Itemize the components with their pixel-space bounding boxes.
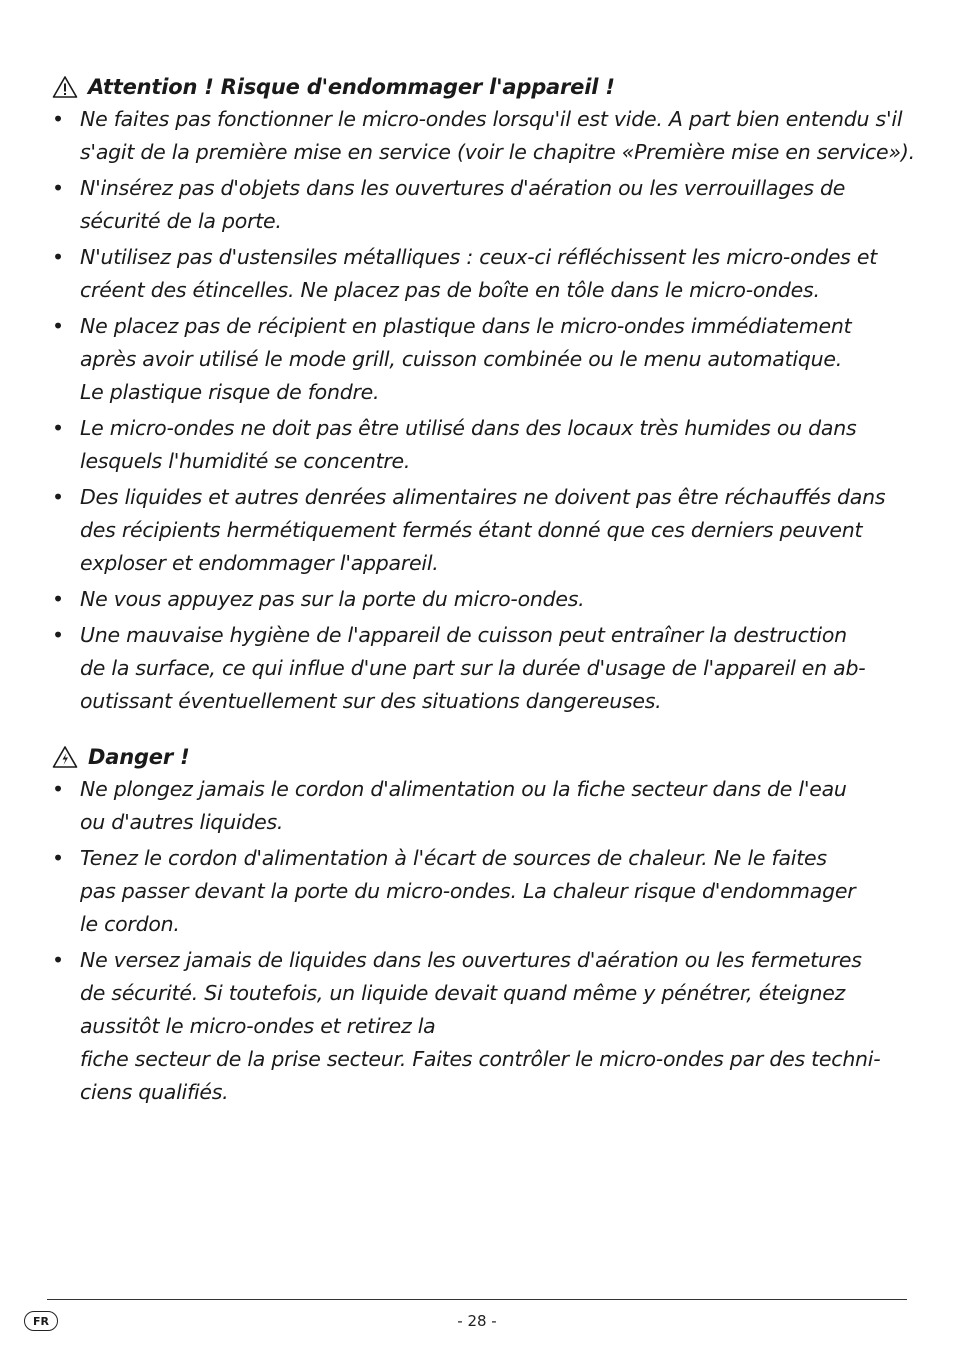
bullet-marker: • (52, 107, 64, 131)
bullet-text-line: N'utilisez pas d'ustensiles métalliques : ceux-ci réfléchissent les micro-ondes et (80, 245, 878, 269)
bullet-list (52, 103, 915, 718)
bullet-text-line: Ne faites pas fonctionner le micro-ondes lorsqu'il est vide. A part bien entendu s'il (80, 107, 903, 131)
bullet-item (52, 172, 910, 238)
bullet-item (52, 619, 910, 718)
bullet-text-line: Ne vous appuyez pas sur la porte du micro-ondes. (80, 587, 585, 611)
bullet-text-line: créent des étincelles. Ne placez pas de boîte en tôle dans le micro-ondes. (80, 278, 820, 302)
bullet-item (52, 773, 910, 839)
page-number: - 28 - (457, 1312, 497, 1330)
bullet-text-line: après avoir utilisé le mode grill, cuisson combinée ou le menu automatique. (80, 347, 842, 371)
bullet-text-line: des récipients hermétiquement fermés étant donné que ces derniers peuvent (80, 518, 863, 542)
bullet-item (52, 103, 915, 169)
bullet-text-line: Le plastique risque de fondre. (80, 380, 380, 404)
bullet-text-line: fiche secteur de la prise secteur. Faites contrôler le micro-ondes par des techni- (80, 1047, 881, 1071)
electrical-hazard-icon (52, 745, 78, 769)
bullet-text-line: de sécurité. Si toutefois, un liquide devait quand même y pénétrer, éteignez (80, 981, 846, 1005)
section-attention (52, 70, 915, 718)
bullet-text-line: s'agit de la première mise en service (voir le chapitre «Première mise en service»). (80, 140, 915, 164)
bullet-marker: • (52, 416, 64, 440)
bullet-text-line: Des liquides et autres denrées alimentaires ne doivent pas être réchauffés dans (80, 485, 886, 509)
bullet-item (52, 481, 910, 580)
bullet-text-line: N'insérez pas d'objets dans les ouvertures d'aération ou les verrouillages de (80, 176, 846, 200)
bullet-text-line: Le micro-ondes ne doit pas être utilisé dans des locaux très humides ou dans (80, 416, 857, 440)
bullet-marker: • (52, 587, 64, 611)
bullet-marker: • (52, 623, 64, 647)
warning-triangle-icon (52, 75, 78, 99)
bullet-text-line: aussitôt le micro-ondes et retirez la (80, 1014, 436, 1038)
bullet-marker: • (52, 777, 64, 801)
section-heading (52, 740, 910, 773)
bullet-item (52, 412, 910, 478)
bullet-text-line: exploser et endommager l'appareil. (80, 551, 439, 575)
bullet-marker: • (52, 314, 64, 338)
bullet-marker: • (52, 846, 64, 870)
section-heading (52, 70, 910, 103)
section-danger (52, 740, 910, 1109)
bullet-text-line: de la surface, ce qui influe d'une part sur la durée d'usage de l'appareil en ab- (80, 656, 866, 680)
bullet-item (52, 583, 910, 616)
footer-divider (47, 1299, 907, 1300)
document-page (52, 70, 915, 1131)
bullet-text-line: outissant éventuellement sur des situations dangereuses. (80, 689, 662, 713)
language-badge: FR (24, 1311, 58, 1331)
bullet-item (52, 842, 910, 941)
bullet-list (52, 773, 910, 1109)
bullet-text-line: Ne placez pas de récipient en plastique dans le micro-ondes immédiatement (80, 314, 852, 338)
bullet-marker: • (52, 176, 64, 200)
bullet-text-line: Ne versez jamais de liquides dans les ouvertures d'aération ou les fermetures (80, 948, 862, 972)
heading-text: Danger ! (88, 744, 190, 769)
bullet-marker: • (52, 485, 64, 509)
bullet-text-line: Tenez le cordon d'alimentation à l'écart de sources de chaleur. Ne le faites (80, 846, 827, 870)
bullet-text-line: ciens qualifiés. (80, 1080, 229, 1104)
bullet-item (52, 241, 910, 307)
bullet-item (52, 944, 910, 1109)
bullet-item (52, 310, 910, 409)
bullet-text-line: Ne plongez jamais le cordon d'alimentation ou la fiche secteur dans de l'eau (80, 777, 847, 801)
heading-text: Attention ! Risque d'endommager l'appareil ! (88, 74, 615, 99)
bullet-marker: • (52, 948, 64, 972)
bullet-text-line: pas passer devant la porte du micro-ondes. La chaleur risque d'endommager (80, 879, 856, 903)
bullet-text-line: sécurité de la porte. (80, 209, 282, 233)
bullet-marker: • (52, 245, 64, 269)
bullet-text-line: le cordon. (80, 912, 180, 936)
bullet-text-line: ou d'autres liquides. (80, 810, 284, 834)
bullet-text-line: Une mauvaise hygiène de l'appareil de cuisson peut entraîner la destruction (80, 623, 847, 647)
bullet-text-line: lesquels l'humidité se concentre. (80, 449, 411, 473)
